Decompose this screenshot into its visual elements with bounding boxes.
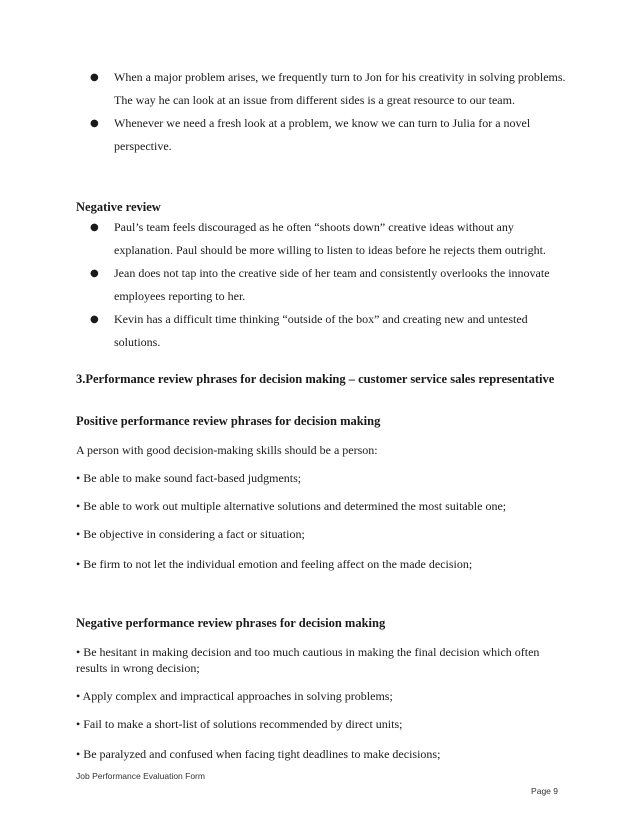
bullet-list-creativity [90, 66, 570, 158]
list-item-text: Whenever we need a fresh look at a problem, we know we can turn to Julia for a novel perspective. [114, 116, 531, 153]
list-item [90, 308, 570, 354]
list-item [90, 112, 570, 158]
footer-title: Job Performance Evaluation Form [76, 771, 205, 781]
positive-item: • Be able to work out multiple alternative solutions and determined the most suitable one; [76, 499, 507, 513]
positive-phrases-heading: Positive performance review phrases for decision making [76, 414, 381, 428]
list-item-text: Kevin has a difficult time thinking “outside of the box” and creating new and untested solutions. [114, 312, 528, 349]
positive-intro: A person with good decision-making skills should be a person: [76, 443, 378, 457]
negative-item: • Apply complex and impractical approaches in solving problems; [76, 689, 393, 703]
list-item [90, 66, 570, 112]
positive-item: • Be objective in considering a fact or situation; [76, 527, 305, 541]
bullet-list-negative-review [90, 216, 570, 354]
bullet-icon: ● [90, 72, 99, 83]
positive-item: • Be firm to not let the individual emotion and feeling affect on the made decision; [76, 557, 473, 571]
negative-item: • Be hesitant in making decision and too much cautious in making the final decision which often results in wrong decision; [76, 645, 540, 675]
list-item [90, 216, 570, 262]
positive-item: • Be able to make sound fact-based judgments; [76, 471, 302, 485]
list-item-text: Jean does not tap into the creative side of her team and consistently overlooks the innovate employees reporting to her. [114, 266, 550, 303]
bullet-icon: ● [90, 118, 99, 129]
negative-phrases-heading: Negative performance review phrases for decision making [76, 616, 386, 630]
list-item-text: When a major problem arises, we frequently turn to Jon for his creativity in solving problems. The way he can look at an issue from different sides is a great resource to our team. [114, 70, 566, 107]
list-item-text: Paul’s team feels discouraged as he often “shoots down” creative ideas without any explanation. Paul should be more willing to listen to ideas before he rejects them outright. [114, 220, 546, 257]
bullet-icon: ● [90, 314, 99, 325]
negative-item: • Fail to make a short-list of solutions recommended by direct units; [76, 717, 403, 731]
list-item [90, 262, 570, 308]
section-heading: 3.Performance review phrases for decision making – customer service sales representative [76, 372, 555, 386]
bullet-icon: ● [90, 222, 99, 233]
page-number: Page 9 [531, 786, 558, 796]
negative-item: • Be paralyzed and confused when facing tight deadlines to make decisions; [76, 747, 441, 761]
negative-review-heading: Negative review [76, 200, 161, 214]
bullet-icon: ● [90, 268, 99, 279]
